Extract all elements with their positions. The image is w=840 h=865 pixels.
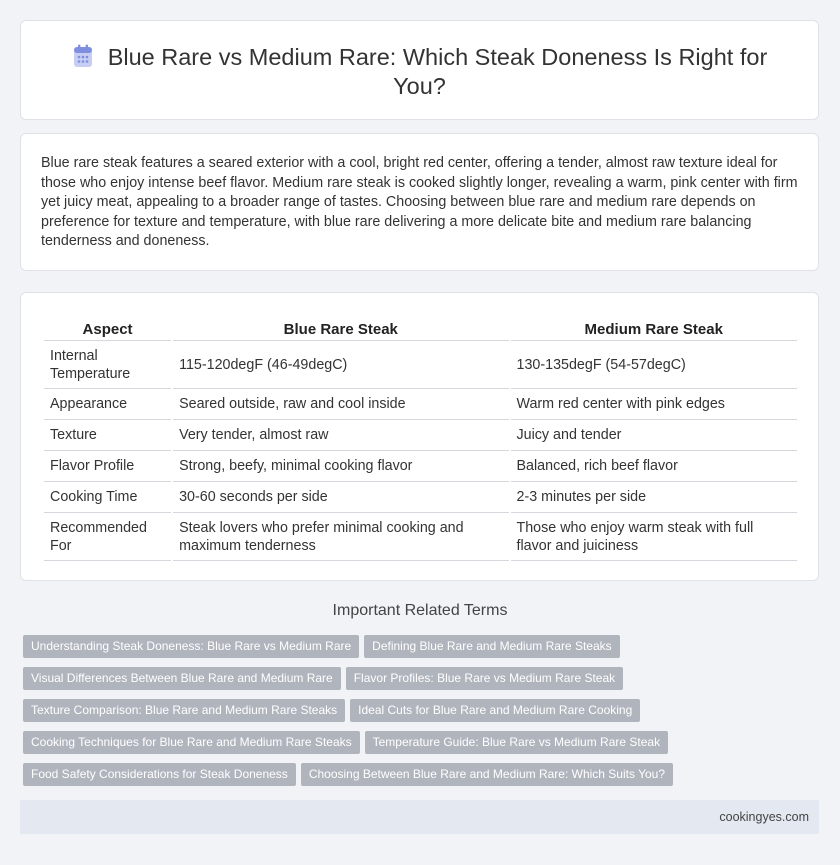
header-medium-rare: Medium Rare Steak — [511, 318, 798, 341]
related-terms-heading: Important Related Terms — [332, 602, 508, 619]
related-term-tag[interactable]: Ideal Cuts for Blue Rare and Medium Rare Cooking — [350, 699, 640, 722]
related-term-tag[interactable]: Choosing Between Blue Rare and Medium Rare: Which Suits You? — [301, 763, 673, 786]
header-blue-rare: Blue Rare Steak — [173, 318, 508, 341]
table-row — [44, 482, 797, 513]
row-blue-rare: Steak lovers who prefer minimal cooking and maximum tenderness — [173, 513, 508, 561]
table-row — [44, 420, 797, 451]
row-medium-rare: Those who enjoy warm steak with full flavor and juiciness — [511, 513, 798, 561]
row-aspect: Flavor Profile — [44, 451, 171, 482]
row-medium-rare: 2-3 minutes per side — [511, 482, 798, 513]
related-term-tag[interactable]: Cooking Techniques for Blue Rare and Medium Rare Steaks — [23, 731, 360, 754]
table-header-row — [44, 318, 797, 341]
table-row — [44, 513, 797, 561]
page-title — [21, 43, 818, 101]
related-term-tag[interactable]: Food Safety Considerations for Steak Doneness — [23, 763, 296, 786]
related-term-tag[interactable]: Flavor Profiles: Blue Rare vs Medium Rare Steak — [346, 667, 623, 690]
comparison-table-card — [20, 292, 819, 581]
row-blue-rare: 30-60 seconds per side — [173, 482, 508, 513]
row-medium-rare: Balanced, rich beef flavor — [511, 451, 798, 482]
row-aspect: Texture — [44, 420, 171, 451]
table-row — [44, 451, 797, 482]
comparison-table — [42, 318, 799, 561]
related-term-tag[interactable]: Understanding Steak Doneness: Blue Rare vs Medium Rare — [23, 635, 359, 658]
related-term-tag[interactable]: Defining Blue Rare and Medium Rare Steaks — [364, 635, 619, 658]
page-title-text: Blue Rare vs Medium Rare: Which Steak Doneness Is Right for You? — [107, 44, 768, 99]
intro-card — [20, 133, 819, 271]
row-blue-rare: Seared outside, raw and cool inside — [173, 389, 508, 420]
row-blue-rare: Very tender, almost raw — [173, 420, 508, 451]
header-aspect: Aspect — [44, 318, 171, 341]
row-aspect: Cooking Time — [44, 482, 171, 513]
related-term-tag[interactable]: Visual Differences Between Blue Rare and Medium Rare — [23, 667, 341, 690]
row-aspect: Appearance — [44, 389, 171, 420]
related-terms-list — [23, 635, 813, 795]
intro-paragraph: Blue rare steak features a seared exterior with a cool, bright red center, offering a tender, almost raw texture ideal for those who enjoy intense beef flavor. Medium rare steak is cooked slightly longer, revealing a warm, pink center with firm yet juicy meat, appealing to a broader range of tastes. Choosing between blue rare and medium rare depends on preference for texture and temperature, with blue rare delivering a more delicate bite and medium rare balancing tenderness and doneness. — [41, 155, 798, 250]
row-aspect: Recommended For — [44, 513, 171, 561]
row-blue-rare: 115-120degF (46-49degC) — [173, 341, 508, 389]
row-blue-rare: Strong, beefy, minimal cooking flavor — [173, 451, 508, 482]
document-icon — [72, 44, 94, 68]
table-row — [44, 341, 797, 389]
row-medium-rare: Juicy and tender — [511, 420, 798, 451]
footer — [20, 800, 819, 834]
table-row — [44, 389, 797, 420]
row-medium-rare: Warm red center with pink edges — [511, 389, 798, 420]
related-term-tag[interactable]: Texture Comparison: Blue Rare and Medium Rare Steaks — [23, 699, 345, 722]
title-card — [20, 20, 819, 120]
row-aspect: Internal Temperature — [44, 341, 171, 389]
row-medium-rare: 130-135degF (54-57degC) — [511, 341, 798, 389]
footer-site-link[interactable]: cookingyes.com — [719, 810, 809, 824]
related-term-tag[interactable]: Temperature Guide: Blue Rare vs Medium Rare Steak — [365, 731, 668, 754]
